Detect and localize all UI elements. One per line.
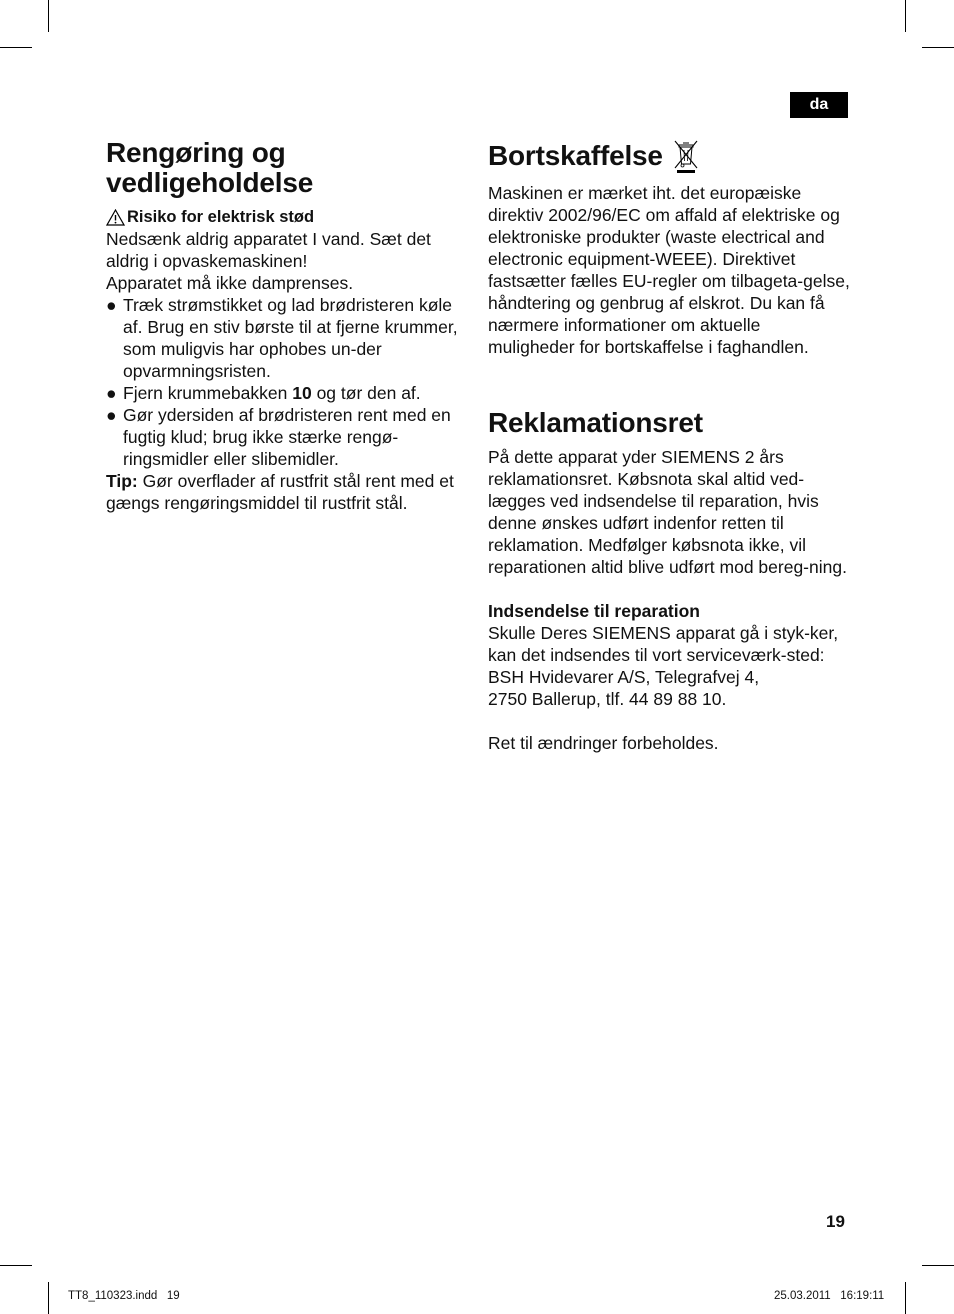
tip-text: Gør overflader af rustfrit stål rent med et gængs rengøringsmiddel til rustfrit stål. xyxy=(106,471,454,513)
crop-mark xyxy=(0,1265,32,1266)
steam-text: Apparatet må ikke damprenses. xyxy=(106,273,354,293)
disposal-text: Maskinen er mærket iht. det europæiske direktiv 2002/96/EC om affald af elektriske og elektroniske produkter (waste electrical and electronic equipment-WEEE). Direktivet fastsætter fælles EU-regler om tilbageta-gelse, håndtering og genbrug af elskrot. Du kan få nærmere informationer om aktuelle muligheder for bortskaffelse i faghandlen. xyxy=(488,183,850,357)
list-item: ● Fjern krummebakken 10 og tør den af. xyxy=(106,383,421,403)
disposal-warranty-section xyxy=(488,138,850,754)
list-item: ● Træk strømstikket og lad brødristeren køle af. Brug en stiv børste til at fjerne krummer, som muligvis har ophobes un-der opvarmningsristen. xyxy=(106,295,458,381)
crop-mark xyxy=(48,1282,49,1314)
page-number: 19 xyxy=(826,1212,845,1231)
repair-heading: Indsendelse til reparation xyxy=(488,601,700,621)
tip-label: Tip: xyxy=(106,471,138,491)
crossed-out-wheelie-bin-icon xyxy=(671,138,701,174)
warning-heading: Risiko for elektrisk stød xyxy=(127,208,315,226)
disposal-title: Bortskaffelse xyxy=(488,140,663,171)
footer-file-info: TT8_110323.indd 19 xyxy=(68,1290,180,1302)
bullet-icon: ● xyxy=(106,295,117,315)
crop-mark xyxy=(905,0,906,32)
bullet-icon: ● xyxy=(106,383,117,403)
warning-heading-row xyxy=(106,206,458,228)
warning-triangle-icon xyxy=(106,209,125,226)
bullet-icon: ● xyxy=(106,405,117,425)
part-number: 10 xyxy=(292,383,312,403)
crop-mark xyxy=(922,1265,954,1266)
list-item: ● Gør ydersiden af brødristeren rent med en fugtig klud; brug ikke stærke rengø-ringsmidler eller slibemidler. xyxy=(106,405,451,469)
repair-text: Skulle Deres SIEMENS apparat gå i styk-ker, kan det indsendes til vort serviceværk-sted: xyxy=(488,623,839,665)
crop-mark xyxy=(0,47,32,48)
address-line-1: BSH Hvidevarer A/S, Telegrafvej 4, xyxy=(488,667,760,687)
tip-paragraph xyxy=(106,470,458,514)
language-tab: da xyxy=(790,92,848,118)
warranty-title: Reklamationsret xyxy=(488,407,703,438)
footer-timestamp: 25.03.2011 16:19:11 xyxy=(774,1290,885,1302)
cleaning-section xyxy=(106,138,458,514)
changes-note: Ret til ændringer forbeholdes. xyxy=(488,733,719,753)
cleaning-title: Rengøring og vedligeholdelse xyxy=(106,137,314,198)
crop-mark xyxy=(48,0,49,32)
warning-text: Nedsænk aldrig apparatet I vand. Sæt det aldrig i opvaskemaskinen! xyxy=(106,229,431,271)
address-line-2: 2750 Ballerup, tlf. 44 89 88 10. xyxy=(488,689,727,709)
disposal-title-row xyxy=(488,138,850,174)
crop-mark xyxy=(905,1282,906,1314)
warranty-text: På dette apparat yder SIEMENS 2 års reklamationsret. Købsnota skal altid ved-lægges ved indsendelse til reparation, hvis denne ønskes udført indenfor retten til reklamation. Medfølger købsnota ikke, vil reparationen altid blive udført mod bereg-ning. xyxy=(488,447,847,577)
crop-mark xyxy=(922,47,954,48)
cleaning-steps xyxy=(106,294,458,470)
